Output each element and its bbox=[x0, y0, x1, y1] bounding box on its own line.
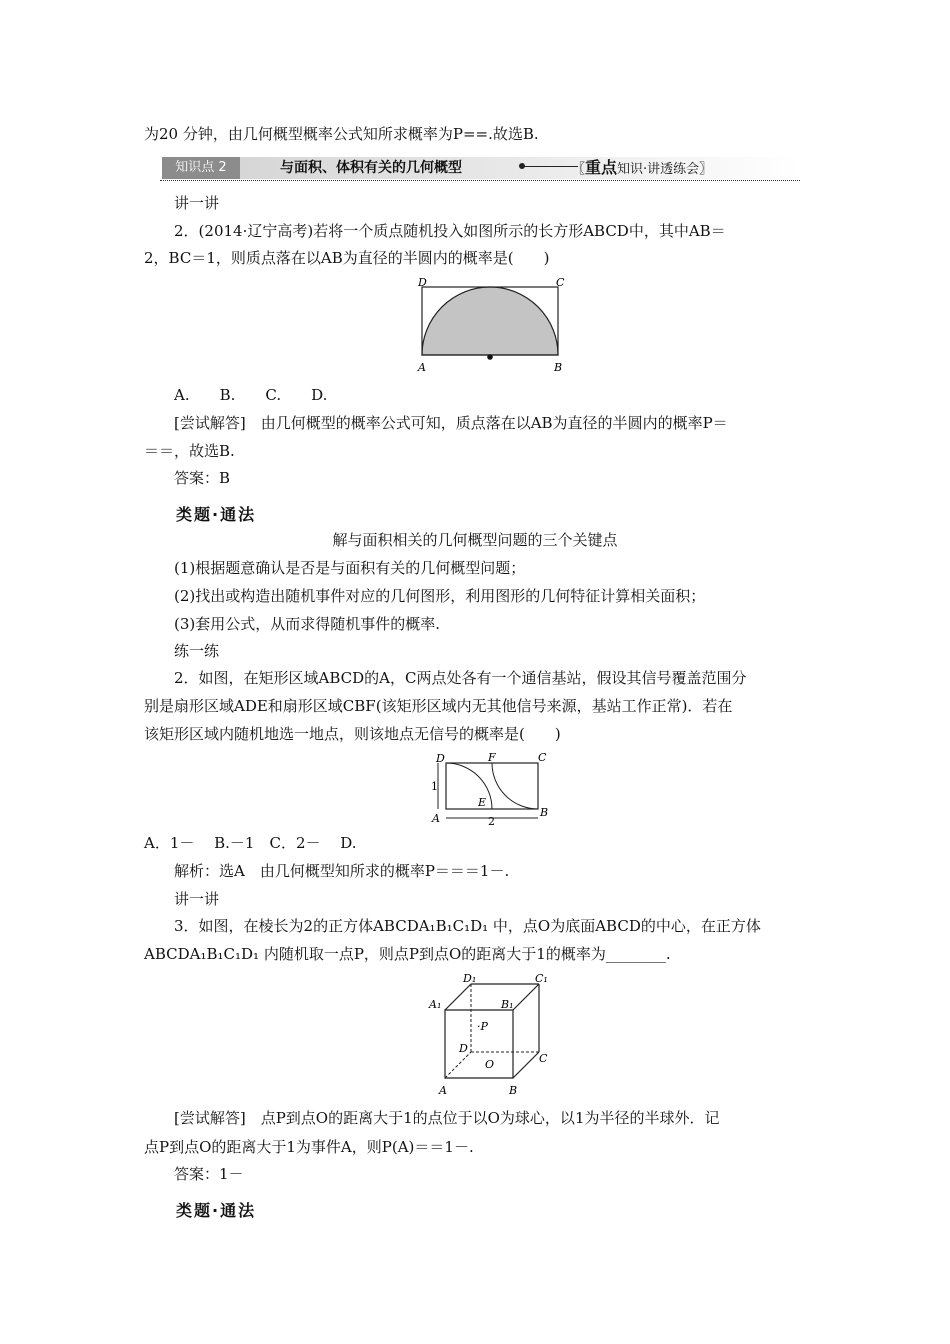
q2-answer: 答案：B bbox=[174, 469, 231, 487]
q3-solution-line1: [尝试解答] 点P到点O的距离大于1的点位于以O为球心，以1为半径的半球外．记 bbox=[174, 1109, 720, 1127]
method-item-1: (1)根据题意确认是否是与面积有关的几何概型问题； bbox=[174, 559, 526, 577]
practice-solution: 解析：选A 由几何概型知所求的概率P＝＝＝1－. bbox=[174, 862, 510, 880]
sector-cbf bbox=[492, 763, 538, 809]
label-a1: A₁ bbox=[429, 998, 442, 1011]
semicircle-figure bbox=[410, 275, 580, 375]
q3-line2: ABCDA₁B₁C₁D₁ 内随机取一点P，则点P到点O的距离大于1的概率为________. bbox=[144, 945, 671, 963]
cube-figure bbox=[425, 972, 555, 1100]
label-a-2: A bbox=[432, 812, 440, 825]
bracket-close: 〗 bbox=[699, 162, 713, 177]
section-banner bbox=[160, 154, 800, 182]
label-a: A bbox=[418, 361, 426, 374]
q2-line1: 2．(2014·辽宁高考)若将一个质点随机投入如图所示的长方形ABCD中，其中AB＝ bbox=[174, 222, 726, 240]
label-d-3: D bbox=[459, 1042, 468, 1055]
cube-edge-bc bbox=[513, 1052, 539, 1078]
method-title: 解与面积相关的几何概型问题的三个关键点 bbox=[332, 531, 618, 549]
banner-dot bbox=[519, 163, 525, 169]
q3-line1: 3．如图，在棱长为2的正方体ABCDA₁B₁C₁D₁ 中，点O为底面ABCD的中心，在正方体 bbox=[174, 917, 761, 935]
label-c: C bbox=[556, 276, 565, 289]
cube-hidden-ad bbox=[445, 1052, 471, 1078]
practice-line1: 2．如图，在矩形区域ABCD的A，C两点处各有一个通信基站，假设其信号覆盖范围分 bbox=[174, 669, 747, 687]
sector-figure bbox=[430, 750, 555, 828]
practice-heading: 练一练 bbox=[174, 642, 220, 660]
q3-heading: 讲一讲 bbox=[174, 890, 220, 908]
cube-edge-a1d1 bbox=[445, 984, 471, 1010]
label-b1: B₁ bbox=[501, 998, 514, 1011]
banner-connector bbox=[522, 166, 578, 167]
banner-tag: 知识点 2 bbox=[162, 157, 240, 179]
banner-title: 与面积、体积有关的几何概型 bbox=[280, 160, 462, 176]
q2-solution-line1: [尝试解答] 由几何概型的概率公式可知，质点落在以AB为直径的半圆内的概率P＝ bbox=[174, 414, 728, 432]
label-f: F bbox=[488, 751, 496, 764]
practice-options: A．1－ B.－1 C．2－ D. bbox=[144, 834, 357, 852]
banner-dotted-rule bbox=[160, 180, 800, 181]
method-item-3: (3)套用公式，从而求得随机事件的概率. bbox=[174, 615, 441, 633]
label-b-3: B bbox=[509, 1084, 518, 1097]
label-c1: C₁ bbox=[535, 972, 548, 985]
label-a-3: A bbox=[439, 1084, 447, 1097]
center-point bbox=[487, 354, 493, 360]
label-p: ·P bbox=[477, 1020, 488, 1033]
label-e: E bbox=[478, 796, 487, 809]
label-b: B bbox=[554, 361, 563, 374]
q3-answer: 答案：1－ bbox=[174, 1165, 244, 1183]
q3-solution-line2: 点P到点O的距离大于1为事件A，则P(A)＝＝1－. bbox=[144, 1138, 474, 1156]
method-item-2: (2)找出或构造出随机事件对应的几何图形，利用图形的几何特征计算相关面积； bbox=[174, 587, 706, 605]
label-d-2: D bbox=[436, 752, 445, 765]
label-d1: D₁ bbox=[463, 972, 477, 985]
label-d: D bbox=[418, 276, 427, 289]
q2-line2: 2，BC＝1，则质点落在以AB为直径的半圆内的概率是( ) bbox=[144, 249, 550, 267]
banner-key: 重点 bbox=[585, 158, 618, 177]
q2-options: A. B. C. D. bbox=[174, 386, 328, 404]
label-two: 2 bbox=[488, 815, 495, 828]
banner-sub: 知识·讲透练会 bbox=[617, 162, 700, 177]
label-one: 1 bbox=[431, 780, 438, 793]
banner-right bbox=[572, 157, 712, 181]
label-o: O bbox=[485, 1058, 495, 1071]
label-b-2: B bbox=[540, 806, 549, 819]
semicircle-shape bbox=[422, 287, 558, 355]
q2-heading: 讲一讲 bbox=[174, 194, 220, 212]
method-heading-2: 类题·通法 bbox=[176, 1201, 257, 1220]
practice-line2: 别是扇形区域ADE和扇形区域CBF(该矩形区域内无其他信号来源，基站工作正常)．若在 bbox=[144, 697, 733, 715]
cube-edge-b1c1 bbox=[513, 984, 539, 1010]
top-line: 为20 分钟，由几何概型概率公式知所求概率为P==.故选B. bbox=[144, 125, 539, 143]
bracket-open: 〖 bbox=[572, 162, 586, 177]
label-c-3: C bbox=[539, 1052, 548, 1065]
method-heading: 类题·通法 bbox=[176, 505, 257, 524]
practice-line3: 该矩形区域内随机地选一地点，则该地点无信号的概率是( ) bbox=[144, 725, 561, 743]
label-c-2: C bbox=[538, 751, 547, 764]
q2-solution-line2: ＝＝，故选B. bbox=[144, 442, 235, 460]
